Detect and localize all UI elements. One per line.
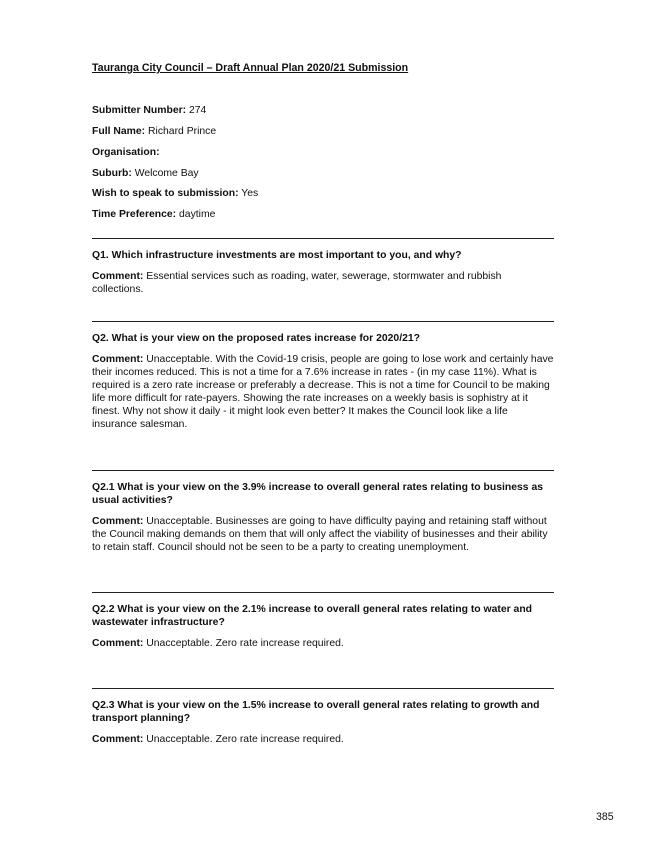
comment-label: Comment: <box>92 638 144 649</box>
question-q1: Q1. Which infrastructure investments are most important to you, and why? <box>92 250 462 261</box>
field-label: Submitter Number: <box>92 105 187 116</box>
comment-text: Unacceptable. Zero rate increase required. <box>143 734 344 745</box>
divider <box>92 470 554 471</box>
comment-q2-2 <box>92 637 554 650</box>
question-q2-2: Q2.2 What is your view on the 2.1% increase to overall general rates relating to water and wastewater infrastructure? <box>92 604 533 628</box>
question-q2: Q2. What is your view on the proposed rates increase for 2020/21? <box>92 333 420 344</box>
field-value: Richard Prince <box>145 126 217 137</box>
field-label: Wish to speak to submission: <box>92 188 239 199</box>
field-value: Yes <box>238 188 259 199</box>
comment-q2-3 <box>92 733 554 746</box>
field-value: 274 <box>186 105 207 116</box>
comment-label: Comment: <box>92 354 144 365</box>
field-label: Full Name: <box>92 126 146 137</box>
field-suburb <box>92 167 199 180</box>
field-label: Suburb: <box>92 168 132 179</box>
field-label: Time Preference: <box>92 209 177 220</box>
comment-q2-1 <box>92 515 554 554</box>
field-time-preference <box>92 208 215 221</box>
field-value: daytime <box>176 209 216 220</box>
divider <box>92 592 554 593</box>
divider <box>92 688 554 689</box>
comment-text: Unacceptable. Zero rate increase required. <box>143 638 344 649</box>
document-title: Tauranga City Council – Draft Annual Plan 2020/21 Submission <box>92 62 409 74</box>
comment-label: Comment: <box>92 734 144 745</box>
divider <box>92 238 554 239</box>
comment-q2 <box>92 353 554 431</box>
comment-text: Unacceptable. With the Covid-19 crisis, people are going to lose work and certainly have their incomes reduced. This is not a time for a 7.6% increase in rates - (in my case 11%). What is required is a zero rate increase or preferably a decrease. This is not a time for Council to be making life more difficult for rate-payers. Showing the rate increases on a weekly basis is sophistry at it finest. Why not show it daily - it might look even better? It makes the Council look like a life insurance salesman. <box>92 354 554 430</box>
divider <box>92 321 554 322</box>
field-wish-to-speak <box>92 187 258 200</box>
field-submitter-number <box>92 104 206 117</box>
field-full-name <box>92 125 216 138</box>
field-organisation <box>92 146 160 159</box>
comment-label: Comment: <box>92 271 144 282</box>
question-q2-1: Q2.1 What is your view on the 3.9% increase to overall general rates relating to business as usual activities? <box>92 482 543 506</box>
field-label: Organisation: <box>92 147 160 158</box>
comment-text: Essential services such as roading, water, sewerage, stormwater and rubbish collections. <box>92 271 502 295</box>
page-number: 385 <box>596 811 614 823</box>
comment-q1 <box>92 270 554 296</box>
field-value: Welcome Bay <box>131 168 199 179</box>
comment-text: Unacceptable. Businesses are going to have difficulty paying and retaining staff without the Council making demands on them that will only affect the viability of businesses and their ability to retain staff. Council should not be seen to be a party to creating unemployment. <box>92 516 548 553</box>
question-q2-3: Q2.3 What is your view on the 1.5% increase to overall general rates relating to growth and transport planning? <box>92 700 540 724</box>
comment-label: Comment: <box>92 516 144 527</box>
